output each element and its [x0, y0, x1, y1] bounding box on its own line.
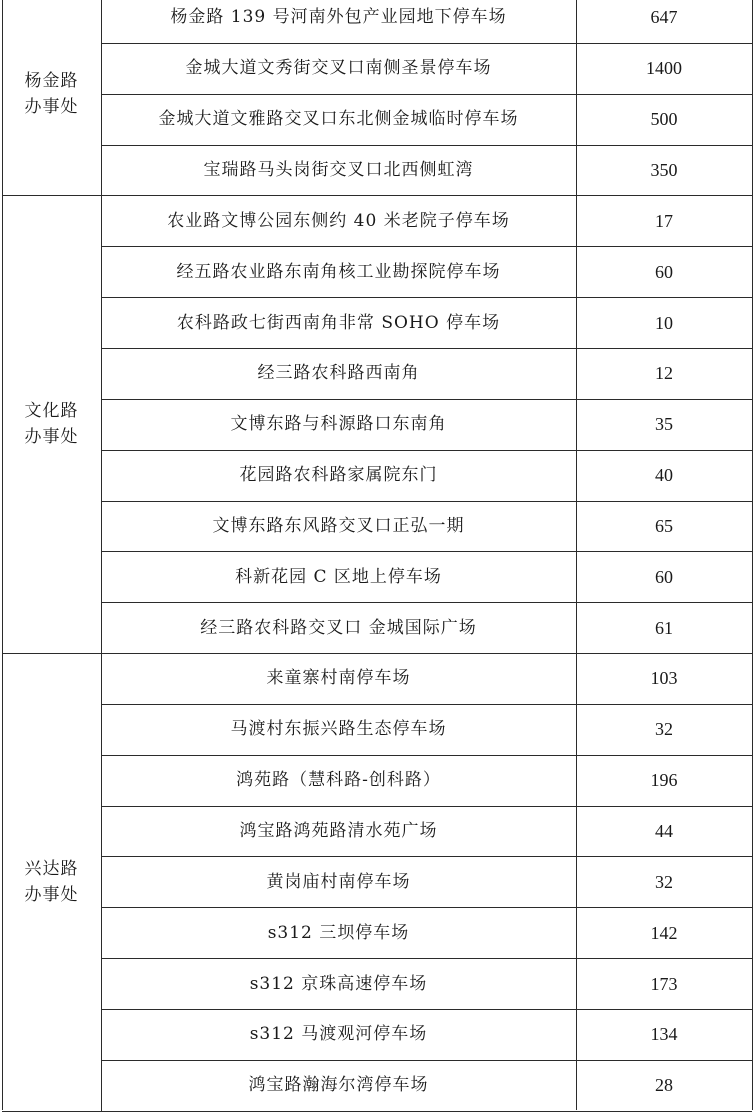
count-cell: 65 — [655, 515, 673, 536]
location-cell: 农科路政七街西南角非常 SOHO 停车场 — [176, 312, 501, 333]
office-cell — [2, 653, 101, 1111]
count-cell: 173 — [650, 973, 678, 994]
location-cell: 科新花园 C 区地上停车场 — [235, 566, 442, 587]
location-cell: s312 京珠高速停车场 — [249, 973, 428, 994]
count-cell: 61 — [655, 617, 673, 638]
location-cell: 金城大道文秀街交叉口南侧圣景停车场 — [185, 58, 492, 79]
location-cell: 文博东路东风路交叉口正弘一期 — [212, 515, 465, 536]
location-cell: 宝瑞路马头岗街交叉口北西侧虹湾 — [203, 159, 474, 180]
office-cell — [2, 195, 101, 653]
count-cell: 350 — [650, 159, 678, 180]
location-cell: 经三路农科路交叉口 金城国际广场 — [200, 617, 477, 638]
location-cell: 黄岗庙村南停车场 — [266, 871, 411, 892]
location-cell: 农业路文博公园东侧约 40 米老院子停车场 — [167, 210, 510, 231]
location-cell: 金城大道文雅路交叉口东北侧金城临时停车场 — [158, 109, 519, 130]
office-column-divider — [101, 0, 102, 195]
table-border-right — [752, 0, 753, 1110]
location-cell: 经三路农科路西南角 — [257, 363, 420, 384]
location-cell: 经五路农业路东南角核工业勘探院停车场 — [176, 261, 501, 282]
count-cell: 60 — [655, 261, 673, 282]
office-cell — [2, 0, 101, 195]
office-label-line: 办事处 — [24, 427, 79, 448]
location-cell: 鸿宝路瀚海尔湾停车场 — [248, 1075, 429, 1096]
count-cell: 44 — [655, 821, 673, 842]
count-cell: 32 — [655, 719, 673, 740]
location-cell: 鸿苑路（慧科路-创科路） — [236, 770, 441, 791]
location-cell: 鸿宝路鸿苑路清水苑广场 — [239, 821, 438, 842]
location-cell: 马渡村东振兴路生态停车场 — [230, 719, 447, 740]
count-cell: 142 — [650, 922, 678, 943]
count-cell: 196 — [650, 770, 678, 791]
office-label-line: 杨金路 — [24, 70, 79, 91]
location-cell: s312 三坝停车场 — [267, 922, 410, 943]
count-cell: 103 — [650, 668, 678, 689]
count-cell: 28 — [655, 1075, 673, 1096]
office-label-line: 办事处 — [24, 96, 79, 117]
office-label-line: 兴达路 — [24, 858, 79, 879]
count-cell: 134 — [650, 1024, 678, 1045]
count-cell: 17 — [655, 210, 673, 231]
location-cell: 杨金路 139 号河南外包产业园地下停车场 — [170, 7, 507, 28]
office-label-line: 文化路 — [24, 401, 79, 422]
count-cell: 40 — [655, 465, 673, 486]
location-cell: 文博东路与科源路口东南角 — [230, 414, 447, 435]
office-column-divider — [101, 195, 102, 653]
count-cell: 12 — [655, 363, 673, 384]
location-cell: s312 马渡观河停车场 — [249, 1024, 428, 1045]
location-cell: 来童寨村南停车场 — [266, 668, 411, 689]
count-cell: 10 — [655, 312, 673, 333]
count-cell: 35 — [655, 414, 673, 435]
count-cell: 1400 — [646, 58, 682, 79]
office-column-divider — [101, 653, 102, 1111]
count-cell: 500 — [650, 109, 678, 130]
count-cell: 60 — [655, 566, 673, 587]
office-label-line: 办事处 — [24, 884, 79, 905]
location-cell: 花园路农科路家属院东门 — [239, 465, 438, 486]
count-cell: 32 — [655, 871, 673, 892]
count-cell: 647 — [650, 7, 678, 28]
